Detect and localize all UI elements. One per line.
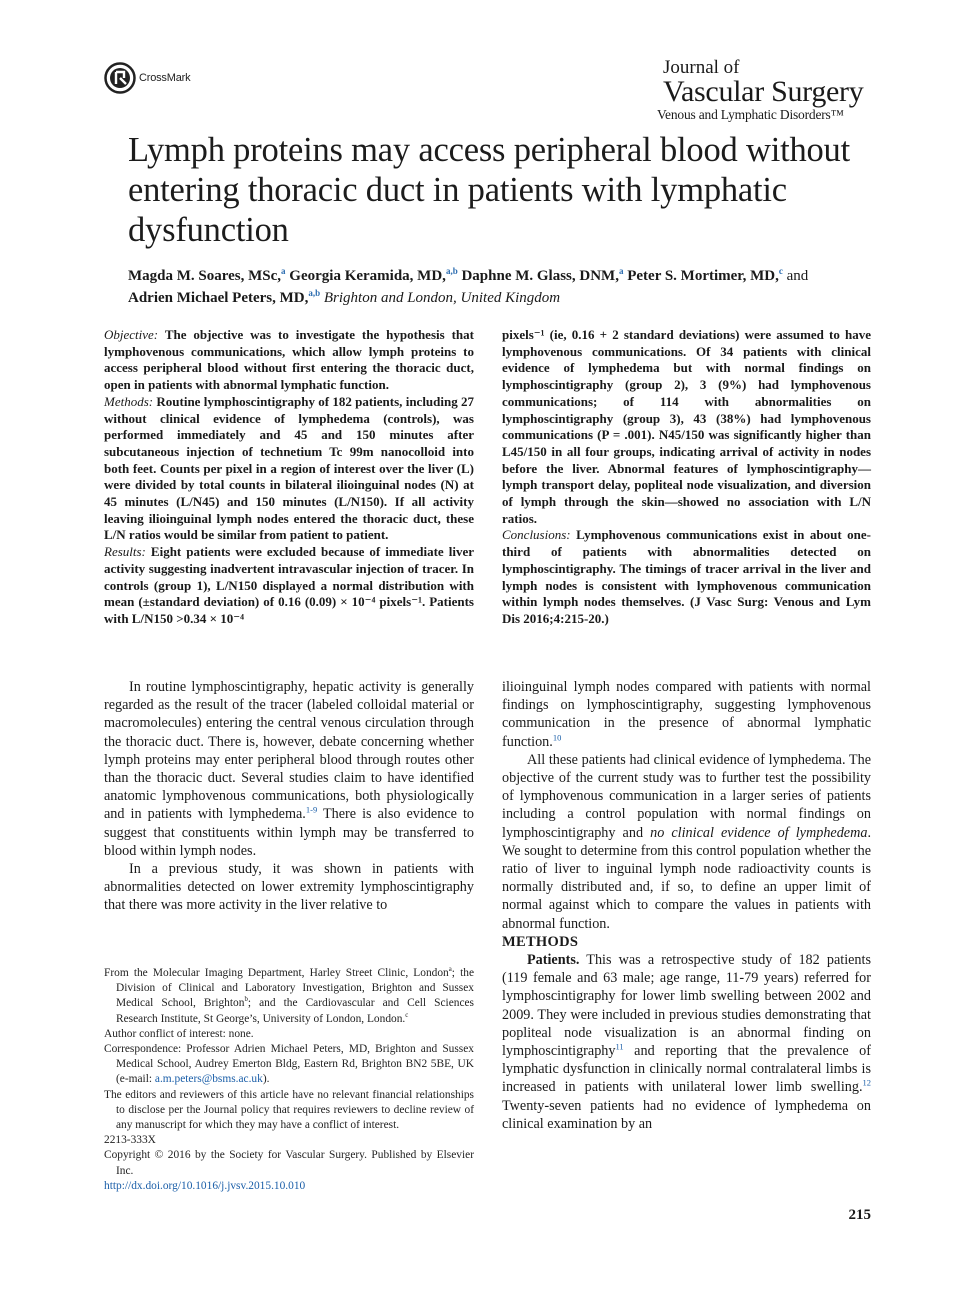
author-name: Daphne M. Glass, DNM, — [461, 268, 619, 284]
crossmark-badge[interactable] — [104, 62, 190, 94]
author-name: Georgia Keramida, MD, — [289, 268, 446, 284]
crossmark-label: CrossMark — [139, 72, 191, 84]
abstract-label: Results: — [104, 544, 146, 560]
section-heading-methods: METHODS — [502, 933, 579, 950]
footnote-editors: The editors and reviewers of this article have no relevant financial relationships to disclose per the Journal policy that requires reviewers to decline review of any manuscript for which they may have a conflict of interest. — [104, 1088, 474, 1132]
footnote-text: Correspondence: Professor Adrien Michael Peters, MD, Brighton and Sussex Medical School, Audrey Emerton Bldg, Eastern Rd, Brighton BN2 5BE, UK (e-mail: — [104, 1043, 474, 1086]
crossmark-icon — [104, 62, 136, 94]
abstract-objective — [104, 327, 474, 394]
abstract-label: Conclusions: — [502, 527, 571, 543]
author-name: Peter S. Mortimer, MD, — [627, 268, 779, 284]
abstract-results-cont — [502, 327, 871, 527]
journal-logo — [641, 58, 871, 123]
abstract-text: Routine lymphoscintigraphy of 182 patients, including 27 without clinical evidence of lymphedema (controls), was performed immediately and 45 and 150 minutes after subcutaneous injection of technetium Tc 99m nanocolloid into both feet. Counts per pixel in a region of interest over the liver (L) were divided by total counts in bilateral ilioinguinal nodes (N) at 45 minutes (L/N45) and 150 minutes (L/N150). If all activity leaving ilioinguinal lymph nodes entered the thoracic duct, these L/N ratios would be similar from patient to patient. — [104, 393, 475, 543]
affiliation-mark: b — [244, 996, 248, 1004]
journal-name-line3: Venous and Lymphatic Disorders™ — [657, 107, 844, 122]
author-name: Adrien Michael Peters, MD, — [128, 290, 309, 306]
body-paragraph — [502, 951, 871, 1133]
footnote-copyright: Copyright © 2016 by the Society for Vascular Surgery. Published by Elsevier Inc. — [104, 1149, 474, 1177]
author-conjunction: and — [786, 268, 809, 284]
journal-name-line1: Journal of — [663, 57, 740, 78]
affiliation-mark[interactable]: a — [618, 266, 624, 276]
footnote-affiliations — [104, 966, 474, 1027]
citation-link[interactable]: 10 — [552, 731, 562, 742]
doi-link[interactable]: http://dx.doi.org/10.1016/j.jvsv.2015.10.010 — [104, 1179, 306, 1192]
abstract-text: pixels⁻¹ (ie, 0.16 + 2 standard deviations) were assumed to have lymphovenous communications. Of 34 patients with clinical evidence of lymphedema but with normal findings on lymphoscintigraphy (group 2), 3 (9%) had lymphovenous communications; of 114 with abnormalities on lymphoscintigraphy (group 3), 43 (38%) had lymphovenous communications (P = .001). N45/150 was significantly higher than L45/150 in all four groups, indicating arrival of activity in nodes before the liver. Abnormal features of lymphoscintigraphy—lymph transport delay, popliteal node visualization, and diversion of lymph through the skin—showed no association with L/N ratios. — [502, 327, 871, 526]
body-text: . We sought to determine from this control population whether the ratio of liver to inguinal lymph node radioactivity counts is normally distributed and, if so, to define an upper limit of normal against which to compare the values in patients with abnormal function. — [502, 824, 871, 932]
page-number: 215 — [848, 1207, 871, 1223]
article-title: Lymph proteins may access peripheral blood without entering thoracic duct in patients with lymphatic dysfunction — [128, 131, 850, 249]
abstract-label: Objective: — [104, 327, 159, 342]
citation-link[interactable]: 1-9 — [305, 804, 318, 815]
body-paragraph — [502, 751, 871, 933]
body-right-column — [502, 678, 871, 1133]
abstract-left-column — [104, 327, 474, 628]
affiliation-mark[interactable]: a,b — [445, 266, 458, 276]
body-text: There is also evidence to suggest that constituents within lymph may be transferred to blood within lymph nodes. — [104, 806, 474, 859]
body-text: and reporting that the prevalence of lymphatic dysfunction in clinically normal contralateral limbs is increased in patients with unilateral lower limb swelling. — [502, 1043, 871, 1096]
footnote-text: ; and the Cardiovascular and Cell Sciences Research Institute, St George’s, University of London, London. — [116, 997, 474, 1025]
email-link[interactable]: a.m.peters@bsms.ac.uk — [154, 1073, 263, 1086]
body-text: This was a retrospective study of 182 patients (119 female and 63 male; age range, 11-79 years) referred for lymphoscintigraphy for lower limb swelling between 2002 and 2009. They were included in previous studies demonstrating that popliteal node visualization is an abnormal finding on lymphoscintigraphy — [502, 952, 871, 1060]
footnote-text: ; the Division of Clinical and Laboratory Investigation, Brighton and Sussex Medical School, Brighton — [116, 967, 474, 1010]
body-text: All these patients had clinical evidence of lymphedema. The objective of the current study was to further test the possibility of lymphovenous communication in a larger series of patients including a control population with normal findings on lymphoscintigraphy and — [502, 751, 871, 841]
affiliation-mark[interactable]: a,b — [308, 288, 321, 298]
author-list — [128, 265, 888, 309]
affiliation-mark[interactable]: c — [778, 266, 783, 276]
body-text: In routine lymphoscintigraphy, hepatic activity is generally regarded as the result of the tracer (labeled colloidal material or macromolecules) entering the central venous circulation through the thoracic duct. There is, however, debate concerning whether lymph proteins may enter peripheral blood through routes other than the thoracic duct. Several studies claim to have identified anatomic lymphovenous communications, both physiologically and in patients with lymphedema. — [104, 679, 474, 823]
body-text: ilioinguinal lymph nodes compared with patients with normal findings on lymphoscintigraphy, suggesting lymphovenous communication in the presence of abnormal lymphatic function. — [502, 679, 871, 750]
footnote-text: ). — [262, 1073, 270, 1086]
footnote-correspondence — [104, 1042, 474, 1088]
footnotes — [104, 966, 474, 1194]
body-text-emphasis: no clinical evidence of lymphedema — [650, 824, 868, 841]
footnote-conflict: Author conflict of interest: none. — [104, 1027, 254, 1040]
citation-link[interactable]: 12 — [862, 1077, 871, 1088]
abstract-results — [104, 544, 474, 628]
footnote-doi — [104, 1179, 474, 1194]
journal-name-line2: Vascular Surgery — [663, 75, 864, 108]
affiliation-mark: a — [448, 966, 452, 974]
affiliation-mark: c — [405, 1011, 409, 1019]
abstract-label: Methods: — [104, 393, 154, 409]
affiliation-mark[interactable]: a — [281, 266, 286, 276]
abstract-text: Lymphovenous communications exist in about one-third of patients with abnormalities detected on lymphoscintigraphy. The timings of tracer arrival in the liver and lymph nodes is consistent with lymphovenous communication within lymph nodes themselves. (J Vasc Surg: Venous and Lym Dis 2016;4:215-20.) — [502, 527, 872, 626]
body-paragraph — [502, 678, 871, 751]
author-location: Brighton and London, United Kingdom — [323, 290, 561, 306]
body-text: Twenty-seven patients had no evidence of lymphedema on clinical examination by an — [502, 1097, 871, 1132]
footnote-issn: 2213-333X — [104, 1134, 156, 1147]
abstract-right-column — [502, 327, 871, 628]
body-paragraph — [104, 678, 474, 860]
subsection-heading: Patients. — [527, 952, 580, 969]
author-name: Magda M. Soares, MSc, — [128, 268, 282, 284]
abstract-conclusions — [502, 527, 871, 627]
footnote-text: From the Molecular Imaging Department, Harley Street Clinic, London — [104, 967, 449, 979]
citation-link[interactable]: 11 — [615, 1041, 624, 1052]
abstract-text: The objective was to investigate the hypothesis that lymphovenous communications, which allow lymph proteins to access peripheral blood without first entering the thoracic duct, open in patients with abnormal lymphatic function. — [104, 327, 474, 393]
body-left-column — [104, 678, 474, 915]
body-paragraph — [104, 860, 474, 915]
body-text: In a previous study, it was shown in patients with abnormalities detected on lower extremity lymphoscintigraphy that there was more activity in the liver relative to — [104, 861, 474, 914]
abstract-methods — [104, 394, 474, 544]
abstract-text: Eight patients were excluded because of immediate liver activity suggesting inadvertent intravascular injection of tracer. In controls (group 1), L/N150 displayed a normal distribution with mean (±standard deviation) of 0.16 (0.09) × 10⁻⁴ pixels⁻¹. Patients with L/N150 >0.34 × 10⁻⁴ — [104, 544, 474, 626]
